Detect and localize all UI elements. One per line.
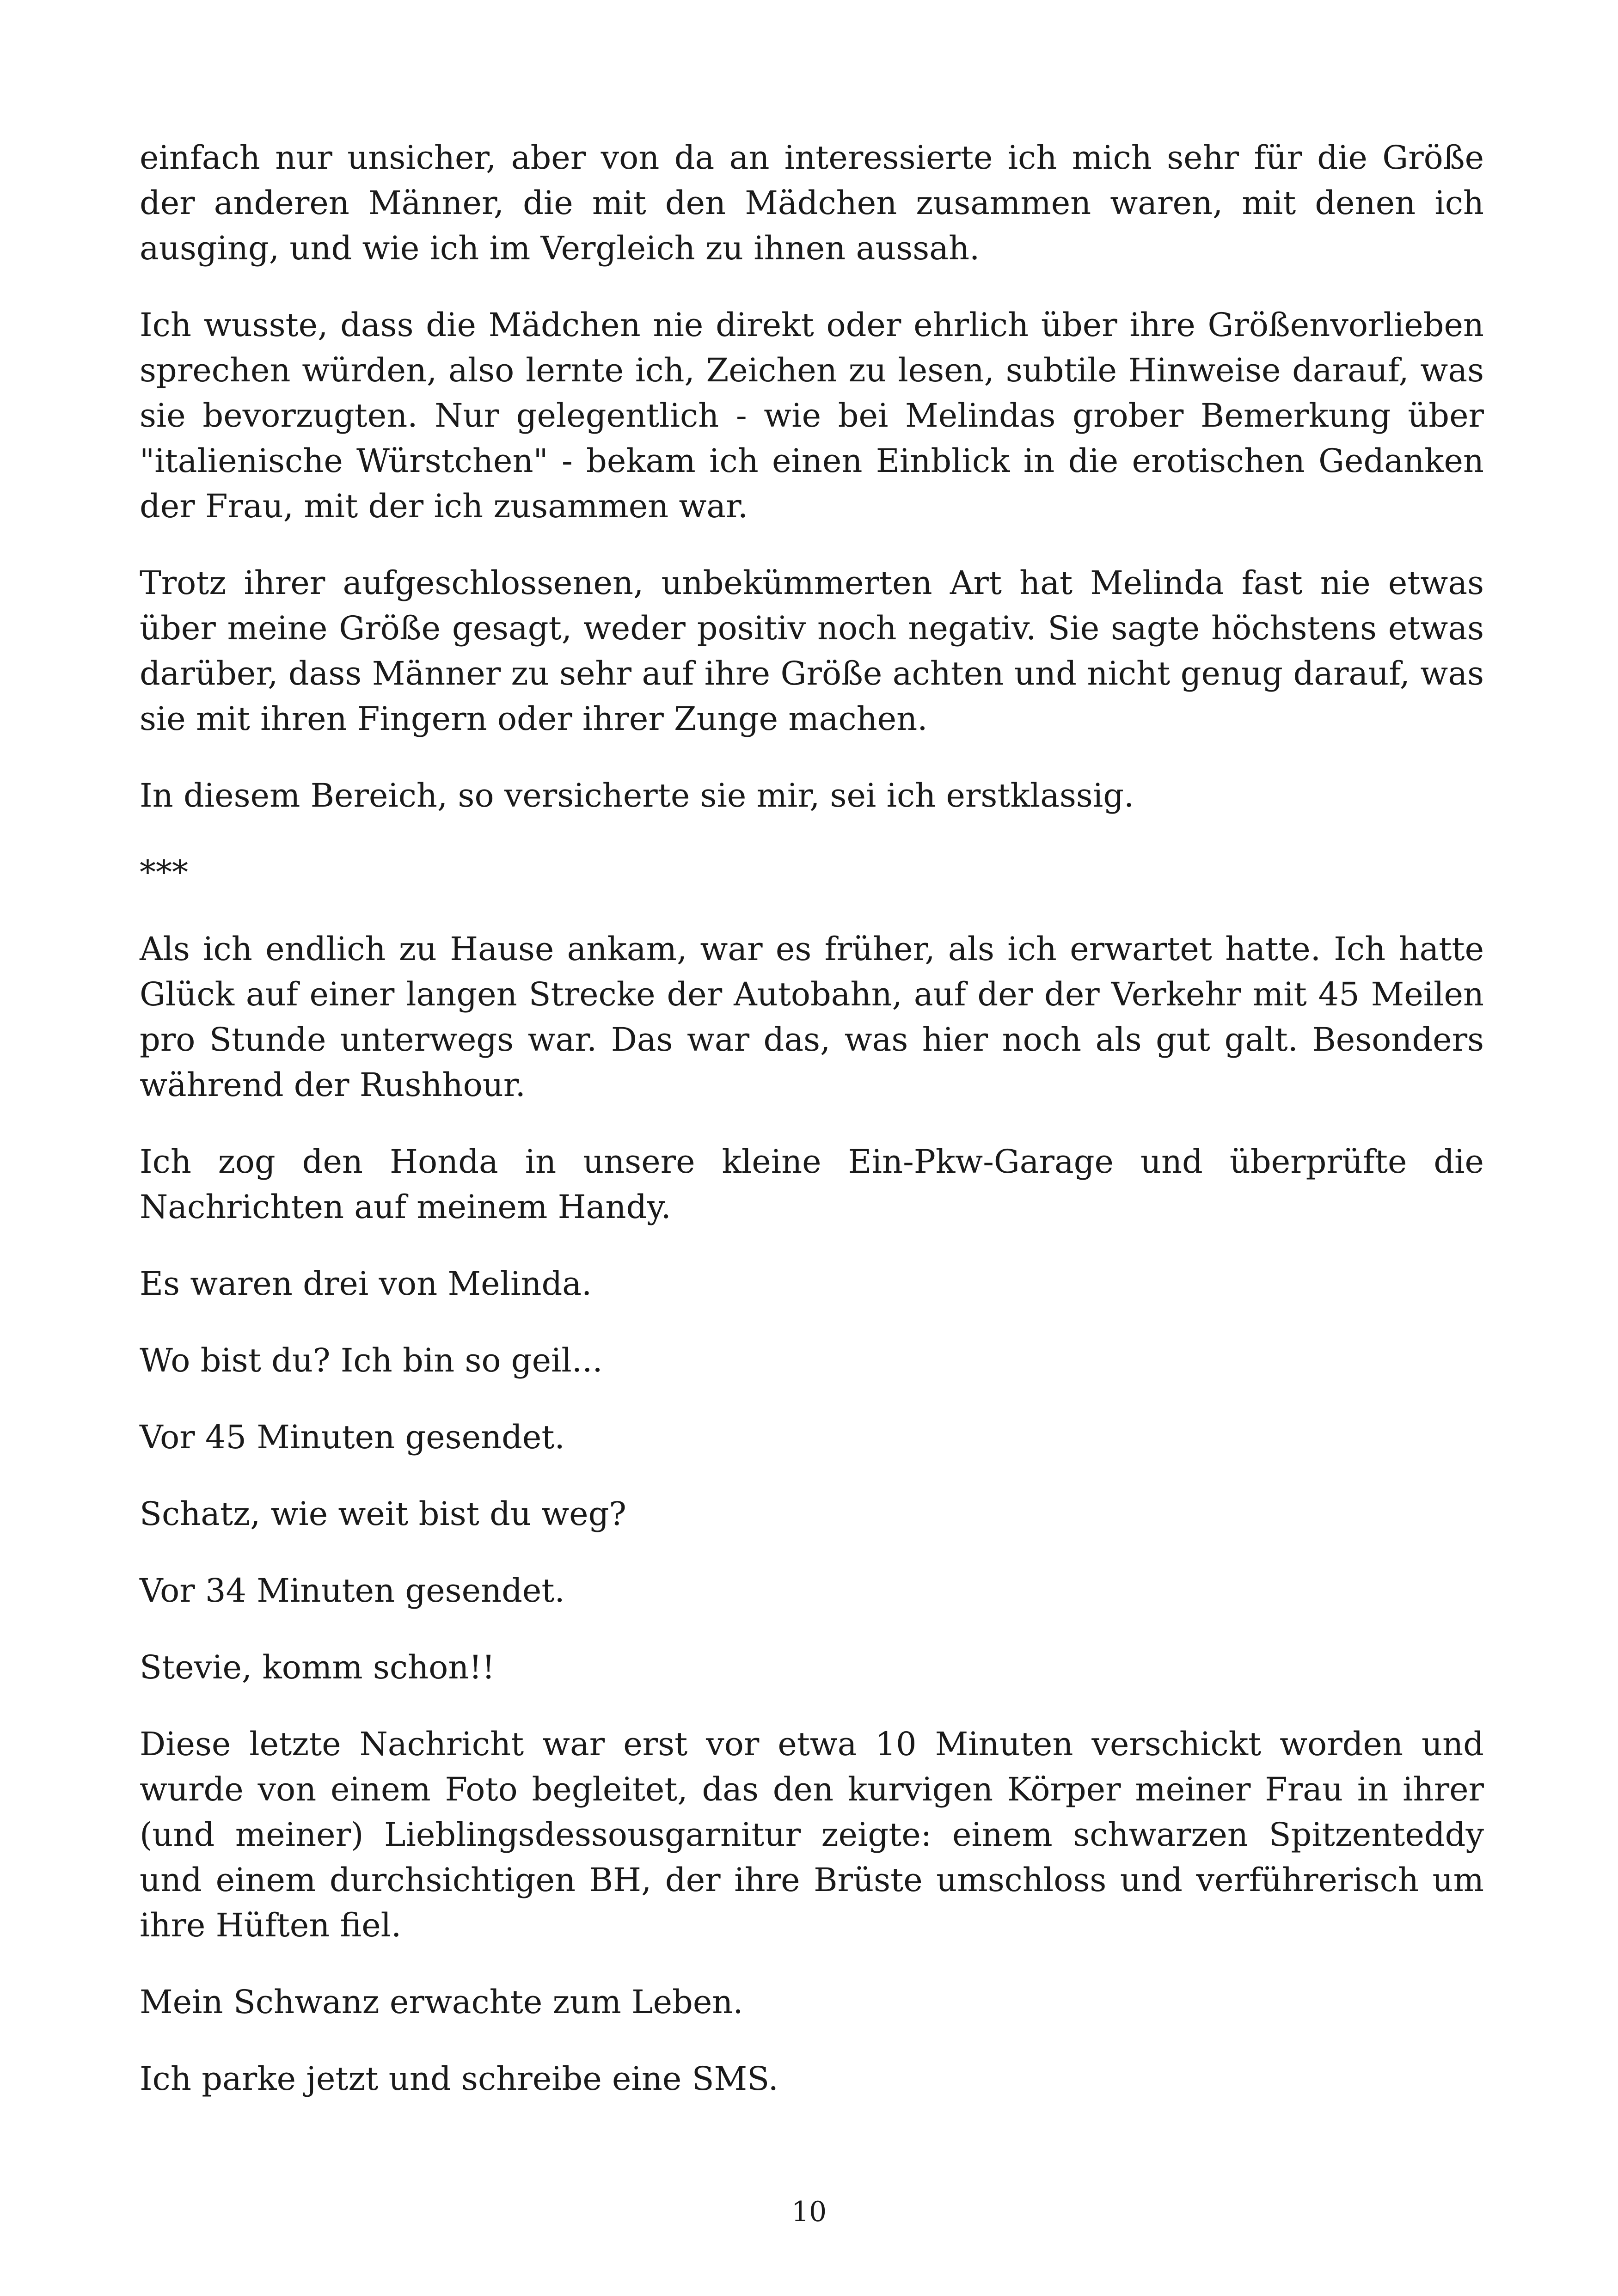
text-message: Stevie, komm schon!! xyxy=(140,1648,495,1686)
paragraph: Als ich endlich zu Hause ankam, war es früher, als ich erwartet hatte. Ich hatte Glück auf einer langen Strecke der Autobahn, auf der der Verkehr mit 45 Meilen pro Stunde unterwegs war. Das war das, was hier noch als gut galt. Besonders während der Rushhour. xyxy=(140,930,1484,1104)
paragraph: Es waren drei von Melinda. xyxy=(140,1265,592,1303)
paragraph: Ich wusste, dass die Mädchen nie direkt oder ehrlich über ihre Größenvorlieben sprechen würden, also lernte ich, Zeichen zu lesen, subtile Hinweise darauf, was sie bevorzugten. Nur gelegentlich - wie bei Melindas grober Bemerkung über "italienische Würstchen" - bekam ich einen Einblick in die erotischen Gedanken der Frau, mit der ich zusammen war. xyxy=(140,306,1484,525)
message-timestamp: Vor 45 Minuten gesendet. xyxy=(140,1418,565,1456)
paragraph: In diesem Bereich, so versicherte sie mir, sei ich erstklassig. xyxy=(140,777,1134,814)
paragraph: Mein Schwanz erwachte zum Leben. xyxy=(140,1983,743,2021)
text-message: Schatz, wie weit bist du weg? xyxy=(140,1495,626,1533)
page-number: 10 xyxy=(791,2196,827,2228)
scene-break: *** xyxy=(140,853,188,891)
text-message: Wo bist du? Ich bin so geil... xyxy=(140,1341,603,1379)
paragraph: einfach nur unsicher, aber von da an interessierte ich mich sehr für die Größe der anderen Männer, die mit den Mädchen zusammen waren, mit denen ich ausging, und wie ich im Vergleich zu ihnen aussah. xyxy=(140,139,1484,267)
paragraph: Ich parke jetzt und schreibe eine SMS. xyxy=(140,2060,778,2098)
paragraph: Ich zog den Honda in unsere kleine Ein-Pkw-Garage und überprüfte die Nachrichten auf meinem Handy. xyxy=(140,1143,1484,1226)
body-text xyxy=(140,135,1484,2133)
paragraph: Diese letzte Nachricht war erst vor etwa 10 Minuten verschickt worden und wurde von einem Foto begleitet, das den kurvigen Körper meiner Frau in ihrer (und meiner) Lieblingsdessousgarnitur zeigte: einem schwarzen Spitzenteddy und einem durchsichtigen BH, der ihre Brüste umschloss und verführerisch um ihre Hüften fiel. xyxy=(140,1725,1484,1944)
paragraph: Trotz ihrer aufgeschlossenen, unbekümmerten Art hat Melinda fast nie etwas über meine Größe gesagt, weder positiv noch negativ. Sie sagte höchstens etwas darüber, dass Männer zu sehr auf ihre Größe achten und nicht genug darauf, was sie mit ihren Fingern oder ihrer Zunge machen. xyxy=(140,564,1484,738)
message-timestamp: Vor 34 Minuten gesendet. xyxy=(140,1572,565,1610)
